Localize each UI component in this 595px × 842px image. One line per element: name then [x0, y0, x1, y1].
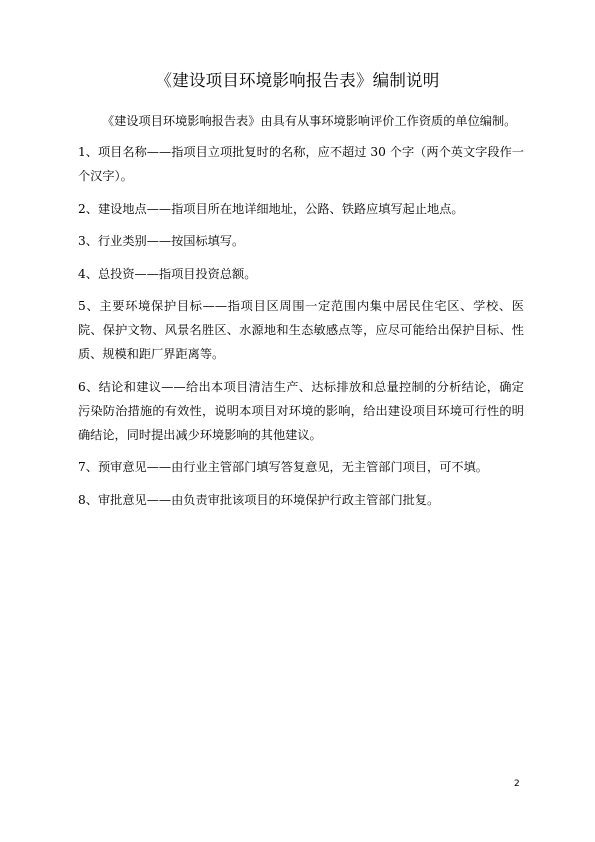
item-industry-category: 3、行业类别——按国标填写。	[78, 234, 245, 248]
item-pre-review: 7、预审意见——由行业主管部门填写答复意见，无主管部门项目，可不填。	[78, 460, 488, 474]
document-body	[78, 109, 524, 520]
item-construction-site: 2、建设地点——指项目所在地详细地址，公路、铁路应填写起止地点。	[78, 201, 464, 216]
item-conclusions: 6、结论和建议——给出本项目清洁生产、达标排放和总量控制的分析结论，确定污染防治措施的有效性，说明本项目对环境的影响，给出建设项目环境可行性的明确结论，同时提出减少环境影响的其他建议。	[78, 379, 524, 442]
item-protection-targets: 5、主要环境保护目标——指项目区周围一定范围内集中居民住宅区、学校、医院、保护文物、风景名胜区、水源地和生态敏感点等，应尽可能给出保护目标、性质、规模和距厂界距离等。	[78, 299, 524, 361]
page-number: 2	[514, 779, 520, 789]
item-approval: 8、审批意见——由负责审批该项目的环境保护行政主管部门批复。	[78, 492, 440, 507]
item-project-name: 1、项目名称——指项目立项批复时的名称，应不超过 30 个字（两个英文字段作一个汉字）。	[78, 145, 524, 183]
item-total-investment: 4、总投资——指项目投资总额。	[78, 266, 257, 281]
intro-paragraph: 《建设项目环境影响报告表》由具有从事环境影响评价工作资质的单位编制。	[102, 114, 517, 128]
document-title: 《建设项目环境影响报告表》编制说明	[155, 71, 440, 90]
